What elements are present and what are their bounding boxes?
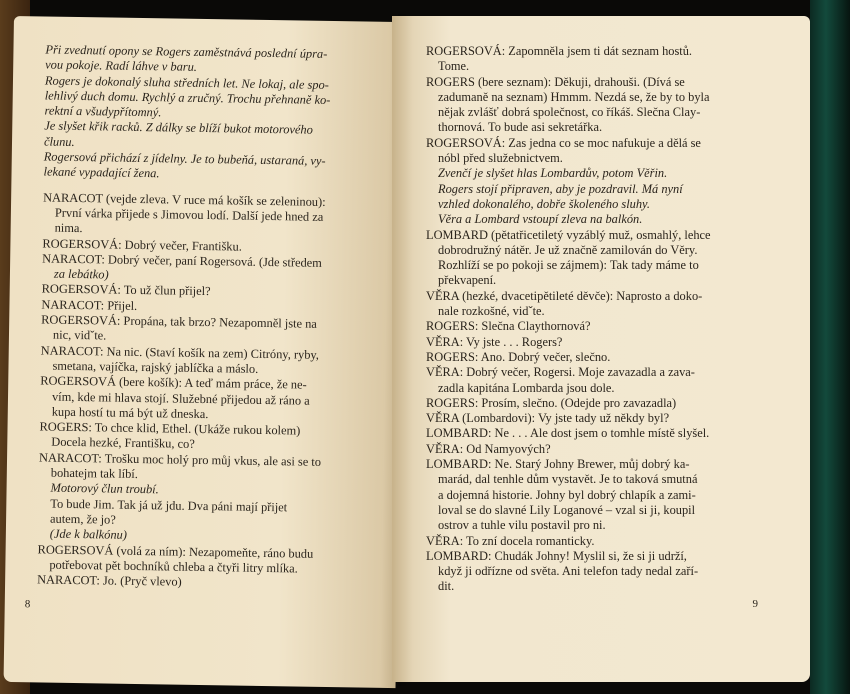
left-page-text xyxy=(37,42,394,593)
text-line: LOMBARD (pětatřicetiletý vyzáblý muž, osmahlý, lehce xyxy=(426,227,711,242)
text-line: ROGERSOVÁ: Propána, tak brzo? Nezapomněl jste na xyxy=(41,312,317,331)
text-line: ostrov a tuhle vilu postavil pro ni. xyxy=(438,518,606,533)
text-line: marád, dal tenhle dům vystavět. Je to taková smutná xyxy=(438,472,698,487)
text-line: ROGERSOVÁ: Dobrý večer, Františku. xyxy=(42,236,242,254)
text-line: vím, kde mi hlava stojí. Služebné přijedou až ráno a xyxy=(51,389,310,408)
text-line: Rogers stojí připraven, aby je pozdravil. Má nyní xyxy=(438,181,683,196)
right-page-text xyxy=(426,44,788,595)
text-line: nóbl před služebnictvem. xyxy=(438,151,563,166)
text-line: ROGERSOVÁ (bere košík): A teď mám práce, že ne- xyxy=(40,373,307,392)
text-line: lekané vypadající žena. xyxy=(43,164,160,181)
text-line: vzhled dokonalého, dobře školeného sluhy. xyxy=(438,196,650,211)
book-cover-right-edge xyxy=(810,0,850,694)
text-line: lehlivý duch domu. Rychlý a zručný. Trochu přehnaně ko- xyxy=(44,88,331,107)
left-page-number: 8 xyxy=(24,598,31,611)
text-line: (Jde k balkónu) xyxy=(49,526,128,543)
text-line: ROGERS (bere seznam): Děkuji, drahouši. (Dívá se xyxy=(426,74,685,89)
text-line: dobrodružný nátěr. Je už značně zamilován do Věry. xyxy=(438,242,698,257)
text-line: Věra a Lombard vstoupí zleva na balkón. xyxy=(438,212,643,227)
text-line: ROGERS: To chce klid, Ethel. (Ukáže rukou kolem) xyxy=(39,419,301,438)
text-line: Rogers je dokonalý sluha středních let. Ne lokaj, ale spo- xyxy=(44,73,329,92)
text-line: VĚRA: To zní docela romanticky. xyxy=(426,533,595,548)
text-line: překvapení. xyxy=(438,273,497,288)
right-page xyxy=(392,16,810,682)
text-line: loval se do slavné Lily Loganové – vzal si ji, koupil xyxy=(438,502,696,517)
text-line: NARACOT: Jo. (Pryč vlevo) xyxy=(37,572,182,589)
text-line: VĚRA (Lombardovi): Vy jste tady už někdy byl? xyxy=(426,411,670,426)
text-line: ROGERS: Prosím, slečno. (Odejde pro zavazadla) xyxy=(426,395,677,410)
text-line: NARACOT: Dobrý večer, paní Rogersová. (Jde středem xyxy=(42,251,322,270)
text-line: ROGERSOVÁ: Zapomněla jsem ti dát seznam hostů. xyxy=(426,44,693,58)
text-line: vou pokoje. Radí láhve v baru. xyxy=(45,57,198,75)
text-line: VĚRA: Dobrý večer, Rogersi. Moje zavazadla a zava- xyxy=(426,365,695,380)
text-line: člunu. xyxy=(43,134,75,149)
text-line: Je slyšet křik racků. Z dálky se blíží bukot motorového xyxy=(44,118,313,138)
text-line: NARACOT: Na nic. (Staví košík na zem) Citróny, ryby, xyxy=(40,343,320,362)
text-line: rektní a všudypřítomný. xyxy=(44,103,162,120)
left-page xyxy=(4,16,406,688)
text-line: Rozhlíží se po pokoji se zájmem): Tak tady máme to xyxy=(438,258,699,273)
text-line: Při zvednutí opony se Rogers zaměstnává poslední úpra- xyxy=(45,42,328,61)
text-line: NARACOT (vejde zleva. V ruce má košík se zeleninou): xyxy=(43,190,326,209)
text-line: smetana, vajíčka, rajský jablíčka a máslo. xyxy=(52,358,259,376)
text-line: zadla kapitána Lombarda jsou dole. xyxy=(438,380,615,395)
text-line: když ji odřízne od světa. Ani telefon tady nedal zaří- xyxy=(438,564,699,579)
text-line: ROGERSOVÁ: Zas jedna co se moc nafukuje a dělá se xyxy=(426,135,701,150)
text-line: LOMBARD: Chudák Johny! Myslil si, že si ji udrží, xyxy=(426,548,687,563)
text-line: Rogersová přichází z jídelny. Je to bubeňá, ustaraná, vy- xyxy=(43,149,326,168)
text-line: Tome. xyxy=(438,59,470,74)
text-line: VĚRA: Vy jste . . . Rogers? xyxy=(426,334,563,349)
text-line: zadumaně na seznam) Hmmm. Nezdá se, že by to byla xyxy=(438,89,710,104)
text-line: Zvenčí je slyšet hlas Lombardův, potom Věřin. xyxy=(438,166,668,181)
text-line: LOMBARD: Ne . . . Ale dost jsem o tomhle místě slyšel. xyxy=(426,426,710,441)
text-line: ROGERSOVÁ (volá za ním): Nezapomeňte, ráno budu xyxy=(37,541,314,561)
text-line: ROGERSOVÁ: To už člun přijel? xyxy=(41,281,211,299)
text-line: autem, že jo? xyxy=(50,511,116,527)
text-line: bohatejm tak líbí. xyxy=(50,465,138,482)
text-line: NARACOT: Přijel. xyxy=(41,297,138,313)
text-line: První várka přijede s Jimovou lodí. Další jede hned za xyxy=(54,205,324,224)
text-line: potřebovat pět bochníků chleba a čtyři litry mlíka. xyxy=(49,557,298,576)
text-line: dit. xyxy=(438,579,455,594)
text-line: nic, vidˇte. xyxy=(52,327,107,343)
text-line: Docela hezké, Františku, co? xyxy=(51,435,195,452)
text-line: nějak zvlášť dobrá společnost, co říkáš. Slečna Clay- xyxy=(438,105,701,120)
text-line: thornová. To bude asi sekretářka. xyxy=(438,120,603,135)
text-line: LOMBARD: Ne. Starý Johny Brewer, můj dobrý ka- xyxy=(426,457,690,472)
text-line: VĚRA: Od Namyových? xyxy=(426,441,551,456)
text-line: nima. xyxy=(54,220,83,236)
text-line: Motorový člun troubí. xyxy=(50,480,159,497)
text-line: To bude Jim. Tak já už jdu. Dva páni mají přijet xyxy=(50,496,288,514)
text-line: ROGERS: Slečna Claythornová? xyxy=(426,319,591,334)
text-line: za lebátko) xyxy=(53,266,109,282)
text-line: VĚRA (hezké, dvacetipětileté děvče): Naprosto a doko- xyxy=(426,288,703,303)
text-line: a dojemná historie. Johny byl dobrý chlapík a zami- xyxy=(438,487,696,502)
text-line: ROGERS: Ano. Dobrý večer, slečno. xyxy=(426,349,611,364)
text-line: nale rozkošné, vidˇte. xyxy=(438,304,545,319)
text-line: NARACOT: Trošku moc holý pro můj vkus, ale asi se to xyxy=(38,450,322,469)
right-page-number: 9 xyxy=(752,598,758,610)
text-line: kupa hostí tu má být už dneska. xyxy=(51,404,209,421)
